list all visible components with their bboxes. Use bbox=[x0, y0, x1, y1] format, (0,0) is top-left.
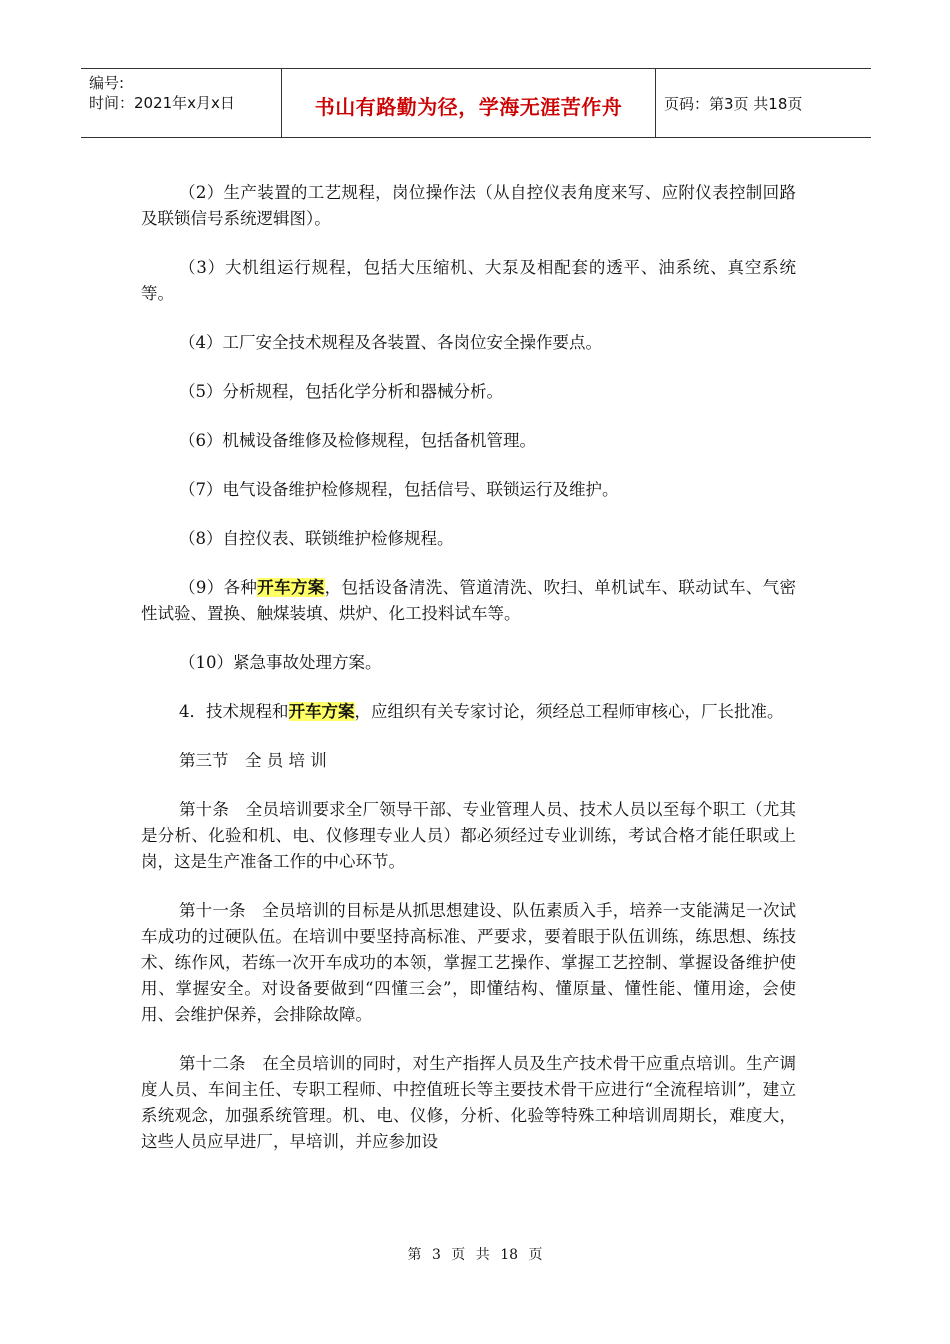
paragraph: （6）机械设备维修及检修规程，包括备机管理。 bbox=[179, 431, 536, 450]
paragraph: （4）工厂安全技术规程及各装置、各岗位安全操作要点。 bbox=[179, 333, 602, 352]
highlighted-term: 开车方案 bbox=[257, 578, 325, 597]
page-header bbox=[81, 68, 871, 138]
paragraph: （10）紧急事故处理方案。 bbox=[179, 653, 382, 672]
document-body bbox=[141, 180, 796, 1178]
paragraph: （3）大机组运行规程，包括大压缩机、大泵及相配套的透平、油系统、真空系统等。 bbox=[141, 258, 796, 303]
paragraph: 第十一条 全员培训的目标是从抓思想建设、队伍素质入手，培养一支能满足一次试车成功的过硬队伍。在培训中要坚持高标准、严要求，要着眼于队伍训练，练思想、练技术、练作风，若练一次开车成功的本领，掌握工艺操作、掌握工艺控制、掌握设备维护使用、掌握安全。对设备要做到“四懂三会”，即懂结构、懂原量、懂性能、懂用途，会使用、会维护保养，会排除故障。 bbox=[141, 901, 796, 1024]
header-motto: 书山有路勤为径，学海无涯苦作舟 bbox=[282, 69, 656, 137]
header-page-label: 页码：第3页 共18页 bbox=[664, 94, 803, 113]
paragraph: 第十条 全员培训要求全厂领导干部、专业管理人员、技术人员以至每个职工（尤其是分析、化验和机、电、仪修理专业人员）都必须经过专业训练，考试合格才能任职或上岗，这是生产准备工作的中心环节。 bbox=[141, 800, 796, 871]
document-number-label: 编号: bbox=[89, 74, 125, 92]
paragraph: 4．技术规程和开车方案，应组织有关专家讨论，须经总工程师审核心，厂长批准。 bbox=[179, 702, 784, 721]
paragraph: 第十二条 在全员培训的同时，对生产指挥人员及生产技术骨干应重点培训。生产调度人员、车间主任、专职工程师、中控值班长等主要技术骨干应进行“全流程培训”，建立系统观念，加强系统管理。机、电、仪修，分析、化验等特殊工种培训周期长，难度大，这些人员应早进厂，早培训，并应参加设 bbox=[141, 1054, 796, 1151]
paragraph: （8）自控仪表、联锁维护检修规程。 bbox=[179, 529, 454, 548]
paragraph: （7）电气设备维护检修规程，包括信号、联锁运行及维护。 bbox=[179, 480, 619, 499]
highlighted-term: 开车方案 bbox=[288, 702, 355, 721]
paragraph: （5）分析规程，包括化学分析和器械分析。 bbox=[179, 382, 503, 401]
header-info-cell bbox=[81, 69, 282, 137]
paragraph: （2）生产装置的工艺规程，岗位操作法（从自控仪表角度来写、应附仪表控制回路及联锁信号系统逻辑图）。 bbox=[141, 183, 796, 228]
page-footer: 第 3 页 共 18 页 bbox=[407, 1247, 543, 1263]
paragraph: （9）各种开车方案，包括设备清洗、管道清洗、吹扫、单机试车、联动试车、气密性试验、置换、触煤装填、烘炉、化工投料试车等。 bbox=[141, 578, 797, 623]
document-time-label: 时间：2021年x月x日 bbox=[89, 94, 235, 112]
section-heading: 第三节 全 员 培 训 bbox=[179, 751, 327, 770]
